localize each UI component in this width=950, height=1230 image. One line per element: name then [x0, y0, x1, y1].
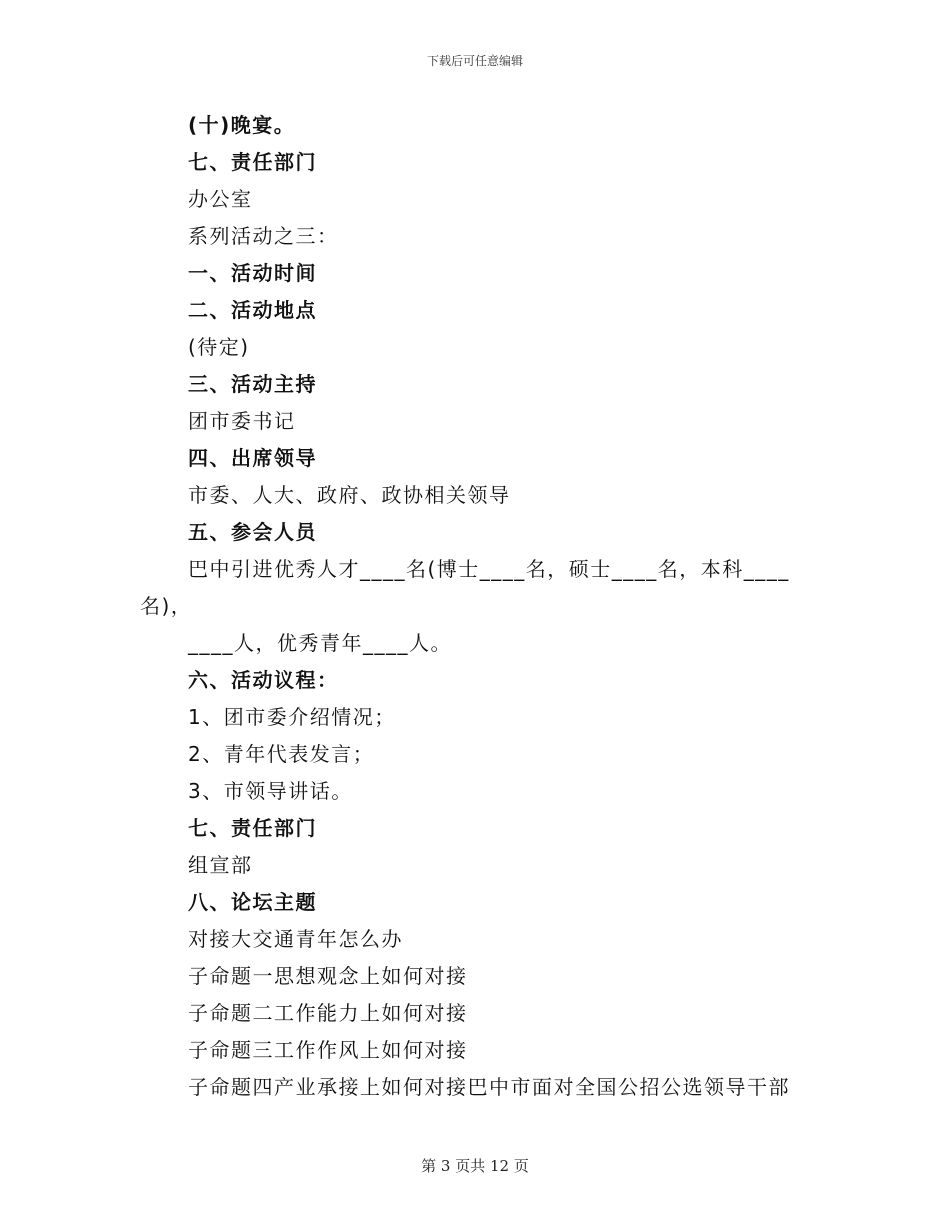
section-heading: 七、责任部门 — [188, 150, 317, 174]
section-heading: 五、参会人员 — [188, 520, 317, 544]
paragraph-line: 子命题三工作作风上如何对接 — [188, 1038, 468, 1062]
paragraph-line: 巴中引进优秀人才____名(博士____名，硕士____名，本科____ — [188, 557, 790, 581]
paragraph-line: 对接大交通青年怎么办 — [188, 927, 403, 951]
section-heading: 四、出席领导 — [188, 446, 317, 470]
paragraph-line: 名)， — [140, 594, 193, 618]
section-heading: 八、论坛主题 — [188, 890, 317, 914]
section-heading: 六、活动议程： — [188, 668, 339, 692]
paragraph-line: 3、市领导讲话。 — [188, 779, 353, 803]
paragraph-line: 子命题四产业承接上如何对接巴中市面对全国公招公选领导干部 — [188, 1075, 790, 1099]
paragraph-line: 市委、人大、政府、政协相关领导 — [188, 483, 511, 507]
page-number-footer: 第 3 页共 12 页 — [421, 1157, 529, 1175]
paragraph-line: 系列活动之三： — [188, 224, 339, 248]
paragraph-line: 组宣部 — [188, 853, 253, 877]
section-heading: 二、活动地点 — [188, 298, 317, 322]
section-heading: 三、活动主持 — [188, 372, 317, 396]
paragraph-line: 办公室 — [188, 187, 253, 211]
paragraph-line: 子命题一思想观念上如何对接 — [188, 964, 468, 988]
section-heading: 一、活动时间 — [188, 261, 317, 285]
paragraph-line: 2、青年代表发言； — [188, 742, 375, 766]
paragraph-line: 子命题二工作能力上如何对接 — [188, 1001, 468, 1025]
paragraph-line: ____人，优秀青年____人。 — [188, 631, 452, 655]
paragraph-line: 团市委书记 — [188, 409, 296, 433]
section-heading: (十)晚宴。 — [188, 113, 296, 137]
section-heading: 七、责任部门 — [188, 816, 317, 840]
paragraph-line: (待定) — [188, 335, 250, 359]
document-body — [140, 107, 800, 1106]
page-header-note: 下载后可任意编辑 — [426, 54, 523, 68]
paragraph-line: 1、团市委介绍情况； — [188, 705, 396, 729]
